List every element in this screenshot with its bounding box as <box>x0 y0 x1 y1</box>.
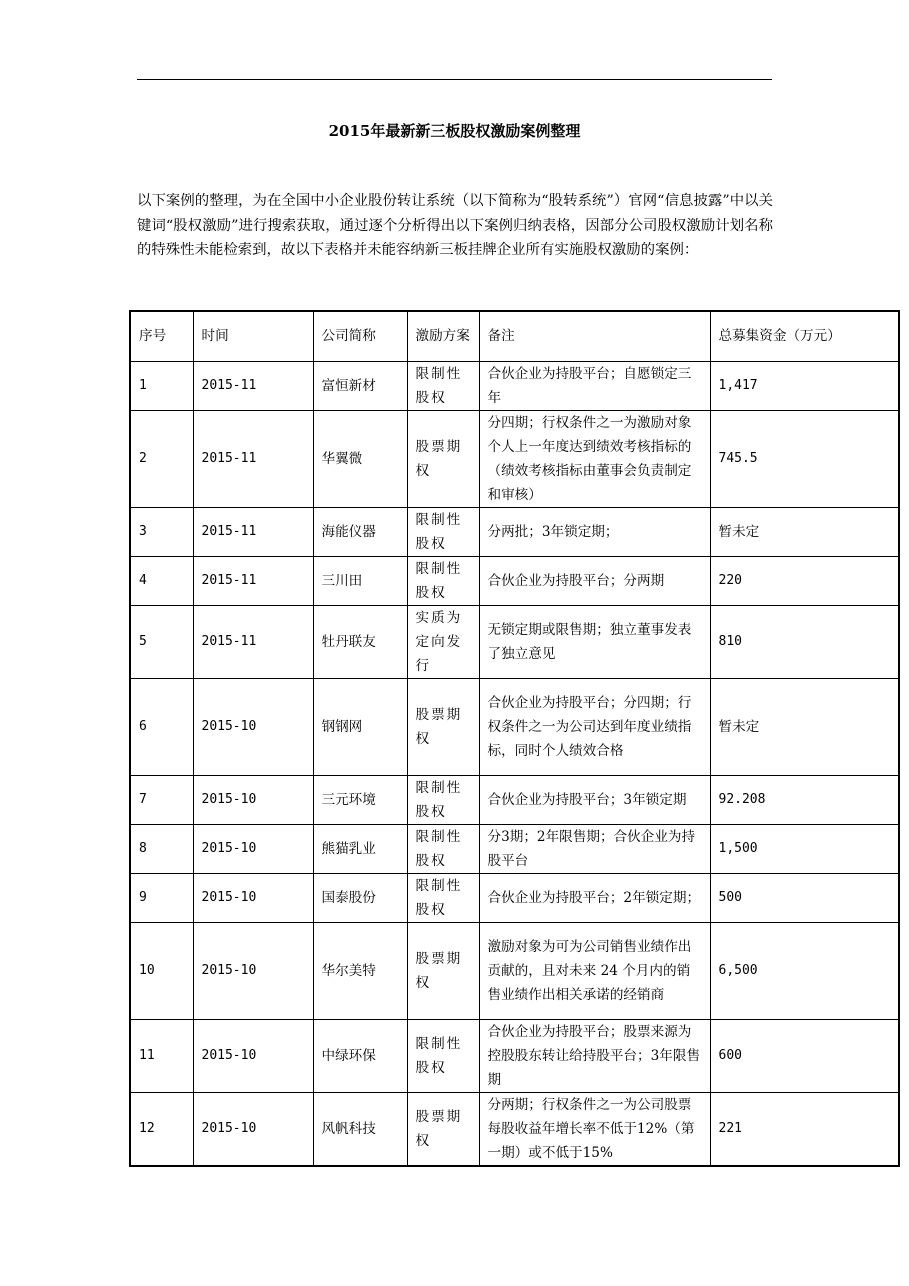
cell-funds: 745.5 <box>710 410 899 507</box>
cell-type: 限制性股权 <box>407 1019 479 1092</box>
intro-paragraph: 以下案例的整理，为在全国中小企业股份转让系统（以下简称为“股转系统”）官网“信息披露”中以关键词“股权激励”进行搜索获取，通过逐个分析得出以下案例归纳表格，因部分公司股权激励计划名称的特殊性未能检索到，故以下表格并未能容纳新三板挂牌企业所有实施股权激励的案例： <box>137 193 773 258</box>
cell-time: 2015-11 <box>193 507 313 556</box>
table-row <box>130 507 899 556</box>
cell-type: 股票期权 <box>407 1092 479 1166</box>
table-row <box>130 775 899 824</box>
cell-type: 限制性股权 <box>407 824 479 873</box>
cell-company: 海能仪器 <box>313 507 407 556</box>
cell-time: 2015-10 <box>193 1019 313 1092</box>
header-notes: 备注 <box>479 311 710 361</box>
cell-company: 熊猫乳业 <box>313 824 407 873</box>
cell-company: 风帆科技 <box>313 1092 407 1166</box>
cell-funds: 600 <box>710 1019 899 1092</box>
cell-company: 牡丹联友 <box>313 605 407 678</box>
cell-time: 2015-10 <box>193 824 313 873</box>
cell-time: 2015-10 <box>193 873 313 922</box>
header-time: 时间 <box>193 311 313 361</box>
cell-type: 限制性股权 <box>407 361 479 410</box>
cell-notes: 分两批；3年锁定期； <box>479 507 710 556</box>
cell-company: 富恒新材 <box>313 361 407 410</box>
document-title: 2015年最新新三板股权激励案例整理 <box>328 122 581 140</box>
cases-table <box>129 310 900 1167</box>
cell-funds: 6,500 <box>710 922 899 1019</box>
cell-funds: 暂未定 <box>710 678 899 775</box>
cell-company: 国泰股份 <box>313 873 407 922</box>
cell-seq: 6 <box>130 678 193 775</box>
cell-notes: 无锁定期或限售期；独立董事发表了独立意见 <box>479 605 710 678</box>
cell-type: 限制性股权 <box>407 507 479 556</box>
cell-notes: 合伙企业为持股平台；2年锁定期； <box>479 873 710 922</box>
table-row <box>130 361 899 410</box>
table-row <box>130 922 899 1019</box>
cell-type: 限制性股权 <box>407 775 479 824</box>
cell-seq: 12 <box>130 1092 193 1166</box>
cell-seq: 3 <box>130 507 193 556</box>
table-row <box>130 678 899 775</box>
cell-company: 三元环境 <box>313 775 407 824</box>
cell-time: 2015-10 <box>193 775 313 824</box>
cell-seq: 2 <box>130 410 193 507</box>
cell-company: 华翼微 <box>313 410 407 507</box>
cell-funds: 810 <box>710 605 899 678</box>
header-type: 激励方案 <box>407 311 479 361</box>
table-row <box>130 1019 899 1092</box>
header-rule <box>137 79 772 80</box>
cell-notes: 合伙企业为持股平台；分四期；行权条件之一为公司达到年度业绩指标，同时个人绩效合格 <box>479 678 710 775</box>
cell-time: 2015-10 <box>193 678 313 775</box>
header-company: 公司简称 <box>313 311 407 361</box>
cell-notes: 合伙企业为持股平台；股票来源为控股股东转让给持股平台；3年限售期 <box>479 1019 710 1092</box>
table-row <box>130 873 899 922</box>
cell-notes: 合伙企业为持股平台；自愿锁定三年 <box>479 361 710 410</box>
cell-funds: 500 <box>710 873 899 922</box>
cell-time: 2015-10 <box>193 1092 313 1166</box>
cell-seq: 7 <box>130 775 193 824</box>
cell-funds: 暂未定 <box>710 507 899 556</box>
table-row <box>130 556 899 605</box>
cell-funds: 1,417 <box>710 361 899 410</box>
cell-time: 2015-11 <box>193 605 313 678</box>
cell-company: 三川田 <box>313 556 407 605</box>
table-row <box>130 410 899 507</box>
cell-type: 限制性股权 <box>407 556 479 605</box>
cell-notes: 合伙企业为持股平台；分两期 <box>479 556 710 605</box>
cell-seq: 5 <box>130 605 193 678</box>
header-seq: 序号 <box>130 311 193 361</box>
table-row <box>130 824 899 873</box>
cell-seq: 8 <box>130 824 193 873</box>
cell-type: 股票期权 <box>407 410 479 507</box>
cell-seq: 1 <box>130 361 193 410</box>
table-header-row <box>130 311 899 361</box>
cell-notes: 激励对象为可为公司销售业绩作出贡献的，且对未来 24 个月内的销售业绩作出相关承诺的经销商 <box>479 922 710 1019</box>
cell-seq: 9 <box>130 873 193 922</box>
cell-notes: 分四期；行权条件之一为激励对象个人上一年度达到绩效考核指标的（绩效考核指标由董事会负责制定和审核） <box>479 410 710 507</box>
cell-seq: 4 <box>130 556 193 605</box>
cell-type: 股票期权 <box>407 678 479 775</box>
cell-company: 中绿环保 <box>313 1019 407 1092</box>
cell-seq: 11 <box>130 1019 193 1092</box>
cell-company: 华尔美特 <box>313 922 407 1019</box>
table-row <box>130 605 899 678</box>
cell-funds: 1,500 <box>710 824 899 873</box>
cell-type: 限制性股权 <box>407 873 479 922</box>
cell-type: 股票期权 <box>407 922 479 1019</box>
cell-funds: 220 <box>710 556 899 605</box>
cell-notes: 合伙企业为持股平台；3年锁定期 <box>479 775 710 824</box>
header-funds: 总募集资金（万元） <box>710 311 899 361</box>
cell-time: 2015-11 <box>193 361 313 410</box>
cell-funds: 221 <box>710 1092 899 1166</box>
cell-type: 实质为定向发行 <box>407 605 479 678</box>
cell-seq: 10 <box>130 922 193 1019</box>
cell-time: 2015-11 <box>193 556 313 605</box>
cell-notes: 分两期；行权条件之一为公司股票每股收益年增长率不低于12%（第一期）或不低于15% <box>479 1092 710 1166</box>
cell-time: 2015-11 <box>193 410 313 507</box>
cell-notes: 分3期；2年限售期；合伙企业为持股平台 <box>479 824 710 873</box>
cell-funds: 92.208 <box>710 775 899 824</box>
table-row <box>130 1092 899 1166</box>
cell-time: 2015-10 <box>193 922 313 1019</box>
cell-company: 钢钢网 <box>313 678 407 775</box>
